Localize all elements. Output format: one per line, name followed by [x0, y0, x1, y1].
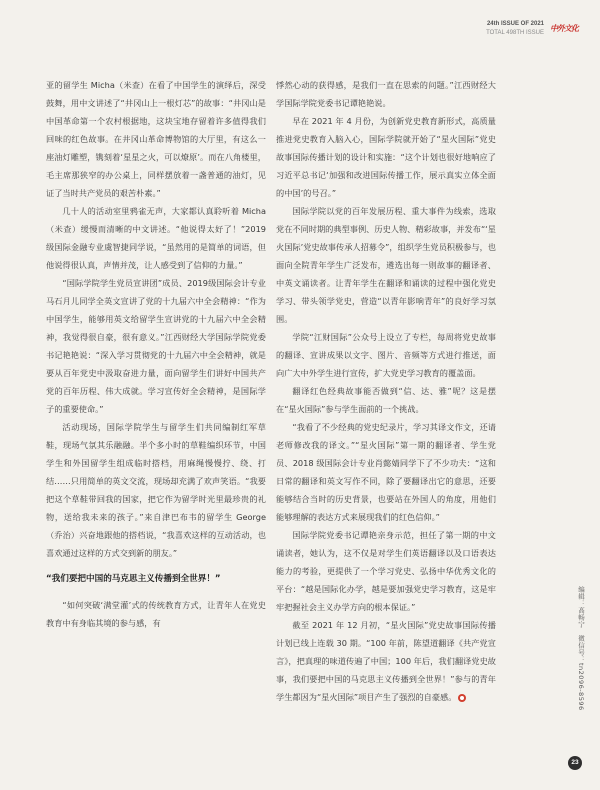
paragraph: “如何突破‘满堂灌’式的传统教育方式，让青年人在党史教育中有身临其境的参与感，有: [46, 600, 266, 628]
paragraph: 悸然心动的获得感，是我们一直在思索的问题。”江西财经大学国际学院党委书记谭艳艳说。: [276, 80, 496, 108]
paragraph: 国际学院党委书记谭艳亲身示范，担任了第一期的中文诵读者，她认为，这不仅是对学生们英语翻译以及口语表达能力的考验，更提供了一个学习党史、弘扬中华优秀文化的平台：“越是国际化办学，越是要加强党史学习教育，这是牢牢把握社会主义办学方向的根本保证。”: [276, 530, 496, 612]
left-column: [46, 76, 266, 632]
paragraph: [276, 616, 496, 706]
paragraph: 几十人的活动室里鸦雀无声，大家都认真聆听着 Micha（米查）缓慢而清晰的中文讲述。“他说得太好了！”2019 级国际金融专业虞智捷同学说，“虽然用的是简单的词语，但他说得很认真，声情并茂，让人感受到了信仰的力量。”: [46, 206, 266, 270]
paragraph: 早在 2021 年 4 月份，为创新党史教育新形式，高质量推进党史教育入脑入心，国际学院就开始了“星火国际”党史故事国际传播计划的设计和实施：“这个计划也很好地响应了习近平总书记‘加强和改进国际传播工作，展示真实立体全面的中国’的号召。”: [276, 116, 496, 198]
editor-credit: 编辑：高畅宁 微信号：tn2096-8596: [577, 586, 585, 711]
right-column: [276, 76, 496, 706]
issue-info: [486, 20, 544, 38]
total-issue-line: TOTAL 498TH ISSUE: [486, 30, 544, 36]
paragraph: 活动现场，国际学院学生与留学生们共同编制红军草鞋，现场气氛其乐融融。半个多小时的草鞋编织环节，中国学生和外国留学生组成临时搭档，用麻绳慢慢拧、绕、打结……只用简单的英文交流，现场却充满了欢声笑语。“我要把这个草鞋带回我的国家，把它作为留学时光里最珍贵的礼物，送给我未来的孩子。”来自津巴布韦的留学生 George（乔治）兴奋地跟他的搭档说，“我喜欢这样的互动活动，也喜欢通过这样的方式交到新的朋友。”: [46, 422, 266, 558]
paragraph-text: 截至 2021 年 12 月初，“星火国际”党史故事国际传播计划已线上连载 30 期。“100 年前，陈望道翻译《共产党宣言》，把真理的味道传遍了中国；100 年后，我们翻译党史故事，我们要把中国的马克思主义传播到全世界！”参与的青年学生都因为“星火国际”项目产生了强烈的自豪感。: [276, 620, 496, 702]
page-number: 23: [568, 756, 582, 770]
paragraph: “我看了不少经典的党史纪录片，学习其译文作文，还请老师修改我的译文。”“星火国际”第一期的翻译者、学生党员、2018 级国际会计专业肖懿婧同学下了不少功夫：“这和日常的翻译和英文写作不同，除了要翻译出它的意思，还要能够结合当时的历史背景，也要站在外国人的角度，用他们能够理解的表达方式来展现我们的红色信仰。”: [276, 422, 496, 522]
paragraph: 国际学院以党的百年发展历程、重大事件为线索，选取党在不同时期的典型事例、历史人物、精彩故事，并发布“‘星火国际’党史故事传承人招募令”，组织学生党员积极参与，也面向全院青年学生广泛发布，遴选出每一则故事的翻译者、中英文诵读者。让青年学生在翻译和诵读的过程中强化党史学习、带头领学党史，营造“以青年影响青年”的良好学习氛围。: [276, 206, 496, 324]
paragraph: 翻译红色经典故事能否做到“信、达、雅”呢？这是摆在“星火国际”参与学生面前的一个挑战。: [276, 386, 496, 414]
magazine-logo: 中外文化: [550, 23, 578, 33]
section-heading: “我们要把中国的马克思主义传播到全世界！”: [46, 574, 221, 584]
issue-line: 24th ISSUE OF 2021: [486, 21, 544, 27]
paragraph: “国际学院学生党员宣讲团”成员、2019级国际会计专业马石月儿同学全英文宣讲了党的十九届六中全会精神：“作为中国学生，能够用英文给留学生宣讲党的十九届六中全会精神，我觉得很自豪，很有意义。”江西财经大学国际学院党委书记艳艳说：“深入学习贯彻党的十九届六中全会精神，就是要从百年党史中汲取奋进力量，面向留学生们讲好中国共产党的百年历程、伟大成就。学习宣传好全会精神，是国际学子的重要使命。”: [46, 278, 266, 414]
paragraph: 亚的留学生 Micha（米查）在看了中国学生的演绎后，深受鼓舞，用中文讲述了“井冈山上一根灯芯”的故事：“井冈山是中国革命第一个农村根据地，这块宝地存留着许多值得我们回味的红色故事。在井冈山革命博物馆的大厅里，有这么一座油灯雕塑，镌刻着‘星星之火，可以燎原’。而在八角楼里，毛主席那狭窄的办公桌上，同样摆放着一盏普通的油灯，见证了当时共产党员的艰苦朴素。”: [46, 80, 266, 198]
end-of-article-icon: [458, 694, 466, 702]
paragraph: 学院“江财国际”公众号上设立了专栏，每周将党史故事的翻译、宣讲成果以文字、图片、音频等方式进行推送，面向广大中外学生进行宣传，扩大党史学习教育的覆盖面。: [276, 332, 496, 378]
